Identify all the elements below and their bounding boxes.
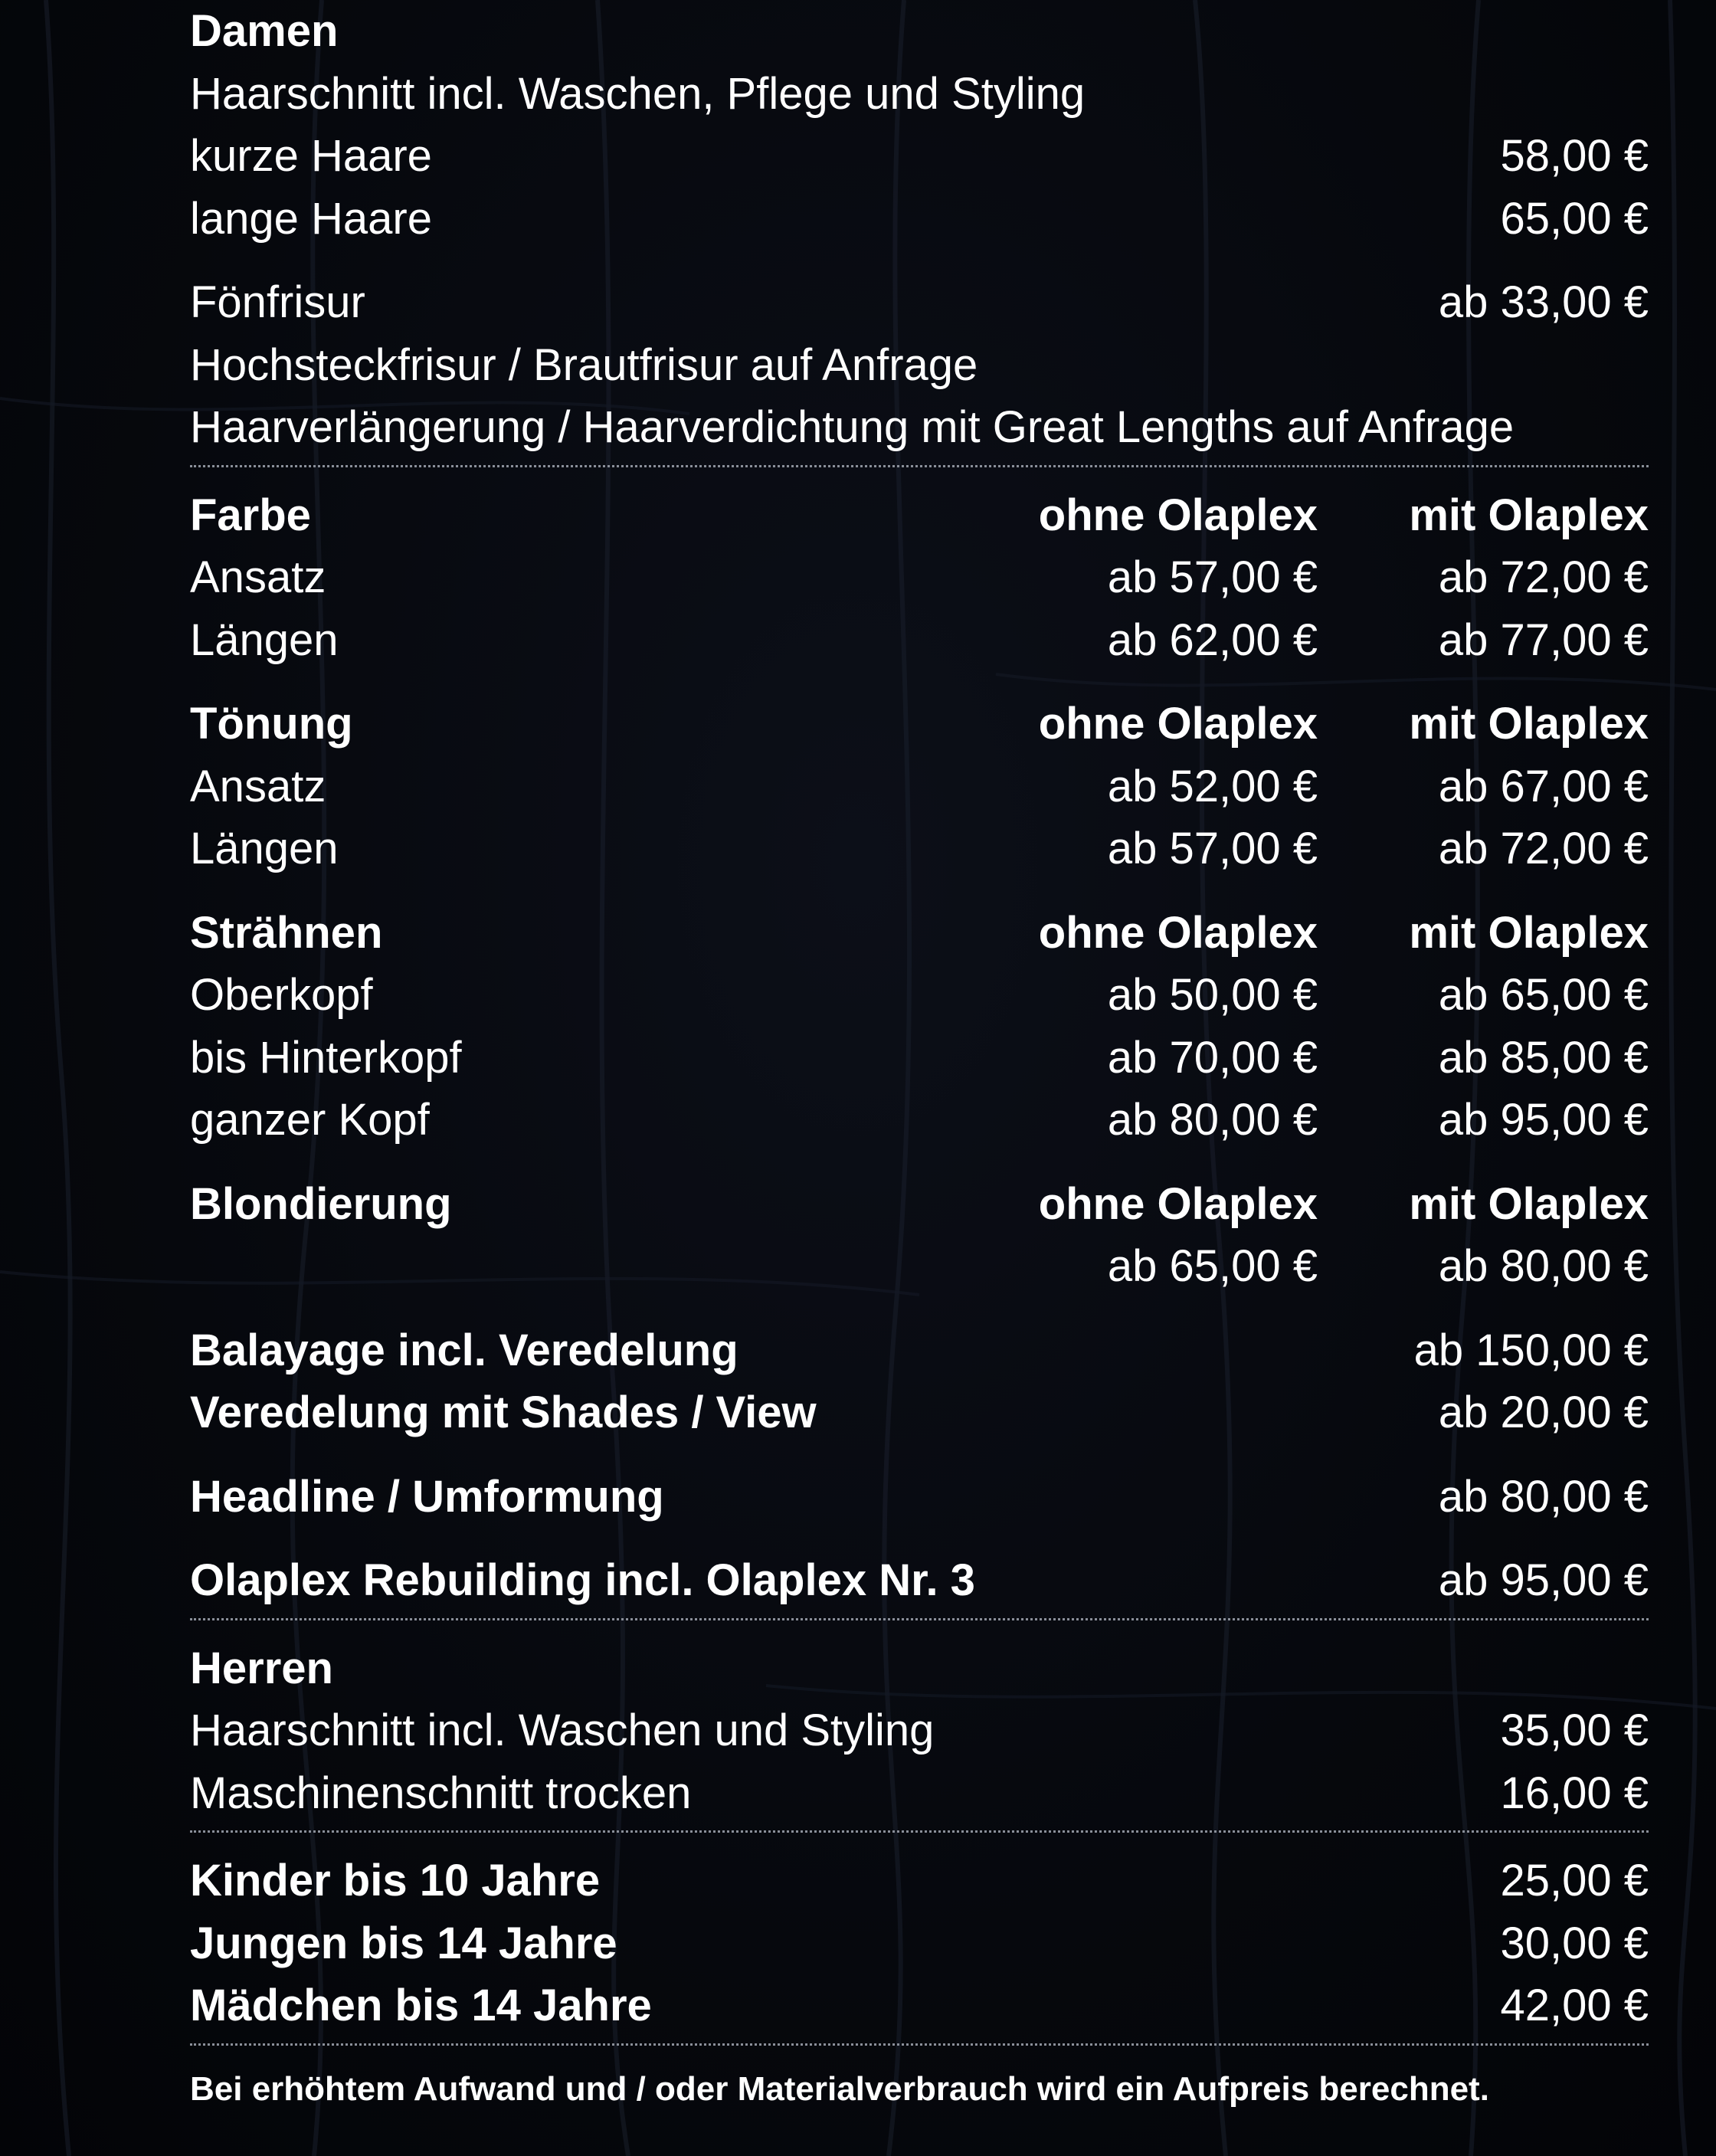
farbe-laengen-ohne-price: ab 62,00 € xyxy=(1107,614,1318,665)
blondierung-header-row xyxy=(190,1173,1649,1236)
blondierung-ohne-price: ab 65,00 € xyxy=(1107,1241,1318,1291)
straehnen-oberkopf-mit-price: ab 65,00 € xyxy=(1438,970,1649,1020)
surcharge-note: Bei erhöhtem Aufwand und / oder Materialverbrauch wird ein Aufpreis berechnet. xyxy=(190,2069,1489,2108)
kinder-price: 25,00 € xyxy=(1500,1856,1649,1905)
jungen-row xyxy=(190,1912,1649,1975)
column-mit-olaplex: mit Olaplex xyxy=(1409,699,1649,749)
divider xyxy=(190,1618,1649,1620)
straehnen-oberkopf-ohne-price: ab 50,00 € xyxy=(1107,970,1318,1020)
headline-row xyxy=(190,1466,1649,1529)
column-mit-olaplex: mit Olaplex xyxy=(1409,490,1649,540)
toenung-laengen-ohne-price: ab 57,00 € xyxy=(1107,824,1318,873)
maschinenschnitt-price: 16,00 € xyxy=(1500,1768,1649,1818)
jungen-price: 30,00 € xyxy=(1500,1918,1649,1968)
straehnen-hinterkopf-ohne-price: ab 70,00 € xyxy=(1107,1032,1318,1083)
column-mit-olaplex: mit Olaplex xyxy=(1409,907,1649,958)
column-ohne-olaplex: ohne Olaplex xyxy=(1038,1178,1318,1229)
divider xyxy=(190,465,1649,467)
toenung-ansatz-row xyxy=(190,755,1649,818)
maedchen-label: Mädchen bis 14 Jahre xyxy=(190,1981,652,2030)
headline-price: ab 80,00 € xyxy=(1438,1471,1649,1522)
toenung-laengen-row xyxy=(190,818,1649,880)
maedchen-price: 42,00 € xyxy=(1500,1981,1649,2030)
olaplex-rebuilding-row xyxy=(190,1549,1649,1612)
farbe-laengen-label: Längen xyxy=(190,614,339,665)
straehnen-ganzer-kopf-label: ganzer Kopf xyxy=(190,1095,430,1145)
kinder-row xyxy=(190,1850,1649,1912)
price-list xyxy=(190,0,1649,2116)
farbe-heading: Farbe xyxy=(190,490,311,540)
hochsteckfrisur-label: Hochsteckfrisur / Brautfrisur auf Anfrage xyxy=(190,339,978,390)
farbe-ansatz-label: Ansatz xyxy=(190,552,326,602)
straehnen-hinterkopf-row xyxy=(190,1027,1649,1089)
damen-section xyxy=(190,0,1649,63)
kurze-haare-price: 58,00 € xyxy=(1500,131,1649,181)
foenfrisur-label: Fönfrisur xyxy=(190,277,365,327)
maedchen-row xyxy=(190,1974,1649,2037)
divider xyxy=(190,2043,1649,2046)
farbe-ansatz-mit-price: ab 72,00 € xyxy=(1438,552,1649,602)
balayage-row xyxy=(190,1319,1649,1382)
kurze-haare-row xyxy=(190,125,1649,188)
toenung-header-row xyxy=(190,693,1649,755)
foenfrisur-row xyxy=(190,271,1649,334)
blondierung-price-row xyxy=(190,1235,1649,1298)
veredelung-label: Veredelung mit Shades / View xyxy=(190,1388,817,1437)
herren-haarschnitt-price: 35,00 € xyxy=(1500,1705,1649,1755)
damen-heading: Damen xyxy=(190,6,339,56)
farbe-ansatz-ohne-price: ab 57,00 € xyxy=(1107,552,1318,602)
kinder-label: Kinder bis 10 Jahre xyxy=(190,1856,601,1905)
lange-haare-label: lange Haare xyxy=(190,193,432,244)
straehnen-oberkopf-row xyxy=(190,964,1649,1027)
jungen-label: Jungen bis 14 Jahre xyxy=(190,1918,617,1968)
veredelung-price: ab 20,00 € xyxy=(1438,1388,1649,1437)
foenfrisur-price: ab 33,00 € xyxy=(1438,277,1649,327)
straehnen-ganzer-kopf-mit-price: ab 95,00 € xyxy=(1438,1095,1649,1145)
blondierung-heading: Blondierung xyxy=(190,1178,452,1229)
toenung-heading: Tönung xyxy=(190,699,353,749)
column-ohne-olaplex: ohne Olaplex xyxy=(1038,907,1318,958)
balayage-label: Balayage incl. Veredelung xyxy=(190,1325,738,1375)
maschinenschnitt-row xyxy=(190,1762,1649,1825)
kurze-haare-label: kurze Haare xyxy=(190,131,432,181)
toenung-laengen-mit-price: ab 72,00 € xyxy=(1438,824,1649,873)
column-ohne-olaplex: ohne Olaplex xyxy=(1038,490,1318,540)
straehnen-oberkopf-label: Oberkopf xyxy=(190,970,373,1020)
toenung-ansatz-mit-price: ab 67,00 € xyxy=(1438,761,1649,811)
straehnen-header-row xyxy=(190,902,1649,965)
veredelung-row xyxy=(190,1381,1649,1444)
farbe-laengen-row xyxy=(190,609,1649,672)
toenung-ansatz-label: Ansatz xyxy=(190,761,326,811)
column-ohne-olaplex: ohne Olaplex xyxy=(1038,699,1318,749)
toenung-ansatz-ohne-price: ab 52,00 € xyxy=(1107,761,1318,811)
maschinenschnitt-label: Maschinenschnitt trocken xyxy=(190,1768,692,1818)
toenung-laengen-label: Längen xyxy=(190,824,339,873)
lange-haare-row xyxy=(190,188,1649,251)
olaplex-rebuilding-price: ab 95,00 € xyxy=(1438,1555,1649,1605)
straehnen-ganzer-kopf-ohne-price: ab 80,00 € xyxy=(1107,1095,1318,1145)
headline-label: Headline / Umformung xyxy=(190,1471,664,1522)
balayage-price: ab 150,00 € xyxy=(1413,1325,1649,1375)
straehnen-ganzer-kopf-row xyxy=(190,1089,1649,1152)
damen-haarschnitt-label: Haarschnitt incl. Waschen, Pflege und Styling xyxy=(190,68,1086,119)
haarverlaengerung-row xyxy=(190,396,1649,459)
olaplex-rebuilding-label: Olaplex Rebuilding incl. Olaplex Nr. 3 xyxy=(190,1555,975,1605)
straehnen-hinterkopf-mit-price: ab 85,00 € xyxy=(1438,1032,1649,1083)
haarverlaengerung-label: Haarverlängerung / Haarverdichtung mit Great Lengths auf Anfrage xyxy=(190,402,1515,452)
divider xyxy=(190,1830,1649,1833)
hochsteckfrisur-row xyxy=(190,334,1649,397)
column-mit-olaplex: mit Olaplex xyxy=(1409,1178,1649,1229)
herren-haarschnitt-row xyxy=(190,1699,1649,1762)
farbe-header-row xyxy=(190,484,1649,547)
lange-haare-price: 65,00 € xyxy=(1500,193,1649,244)
straehnen-hinterkopf-label: bis Hinterkopf xyxy=(190,1032,462,1083)
straehnen-heading: Strähnen xyxy=(190,907,383,958)
damen-haarschnitt-row xyxy=(190,63,1649,126)
herren-heading: Herren xyxy=(190,1643,333,1693)
herren-header-row xyxy=(190,1637,1649,1700)
farbe-ansatz-row xyxy=(190,546,1649,609)
farbe-laengen-mit-price: ab 77,00 € xyxy=(1438,614,1649,665)
blondierung-mit-price: ab 80,00 € xyxy=(1438,1241,1649,1291)
herren-haarschnitt-label: Haarschnitt incl. Waschen und Styling xyxy=(190,1705,935,1755)
